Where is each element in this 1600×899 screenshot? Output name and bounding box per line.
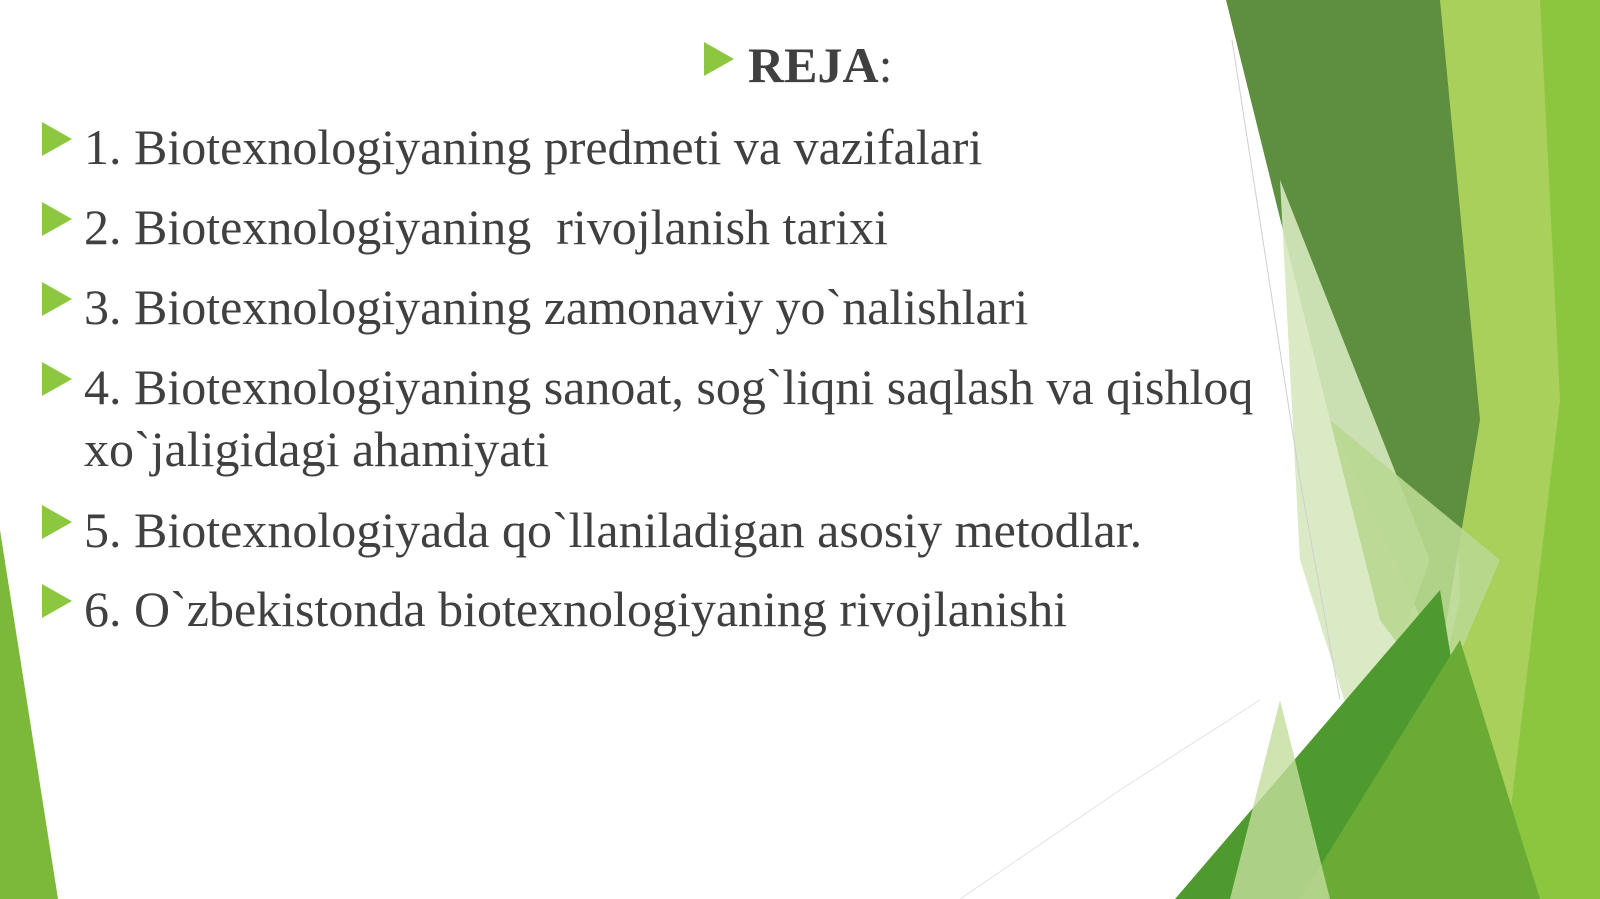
bullet-icon [42,505,72,539]
bullet-icon [42,282,72,316]
bullet-icon [42,122,72,156]
list-item-2: 2. Biotexnologiyaning rivojlanish tarixi [84,199,889,255]
title-colon: : [878,37,893,93]
title-bullet-icon [704,42,734,76]
list-item-6: 6. O`zbekistonda biotexnologiyaning rivojlanishi [84,581,1068,637]
slide-title [748,34,892,96]
title-text: REJA [748,37,879,93]
list-item-3: 3. Biotexnologiyaning zamonaviy yo`nalishlari [84,279,1029,335]
bullet-icon [42,584,72,618]
list-item-4-line-2: xo`jaligidagi ahamiyati [84,421,550,477]
list-item-4-line-1: 4. Biotexnologiyaning sanoat, sog`liqni saqlash va qishloq [84,359,1254,415]
list-item-1: 1. Biotexnologiyaning predmeti va vazifalari [84,119,983,175]
bullet-icon [42,362,72,396]
bullet-icon [42,202,72,236]
list-item-5: 5. Biotexnologiyada qo`llaniladigan asosiy metodlar. [84,502,1143,558]
